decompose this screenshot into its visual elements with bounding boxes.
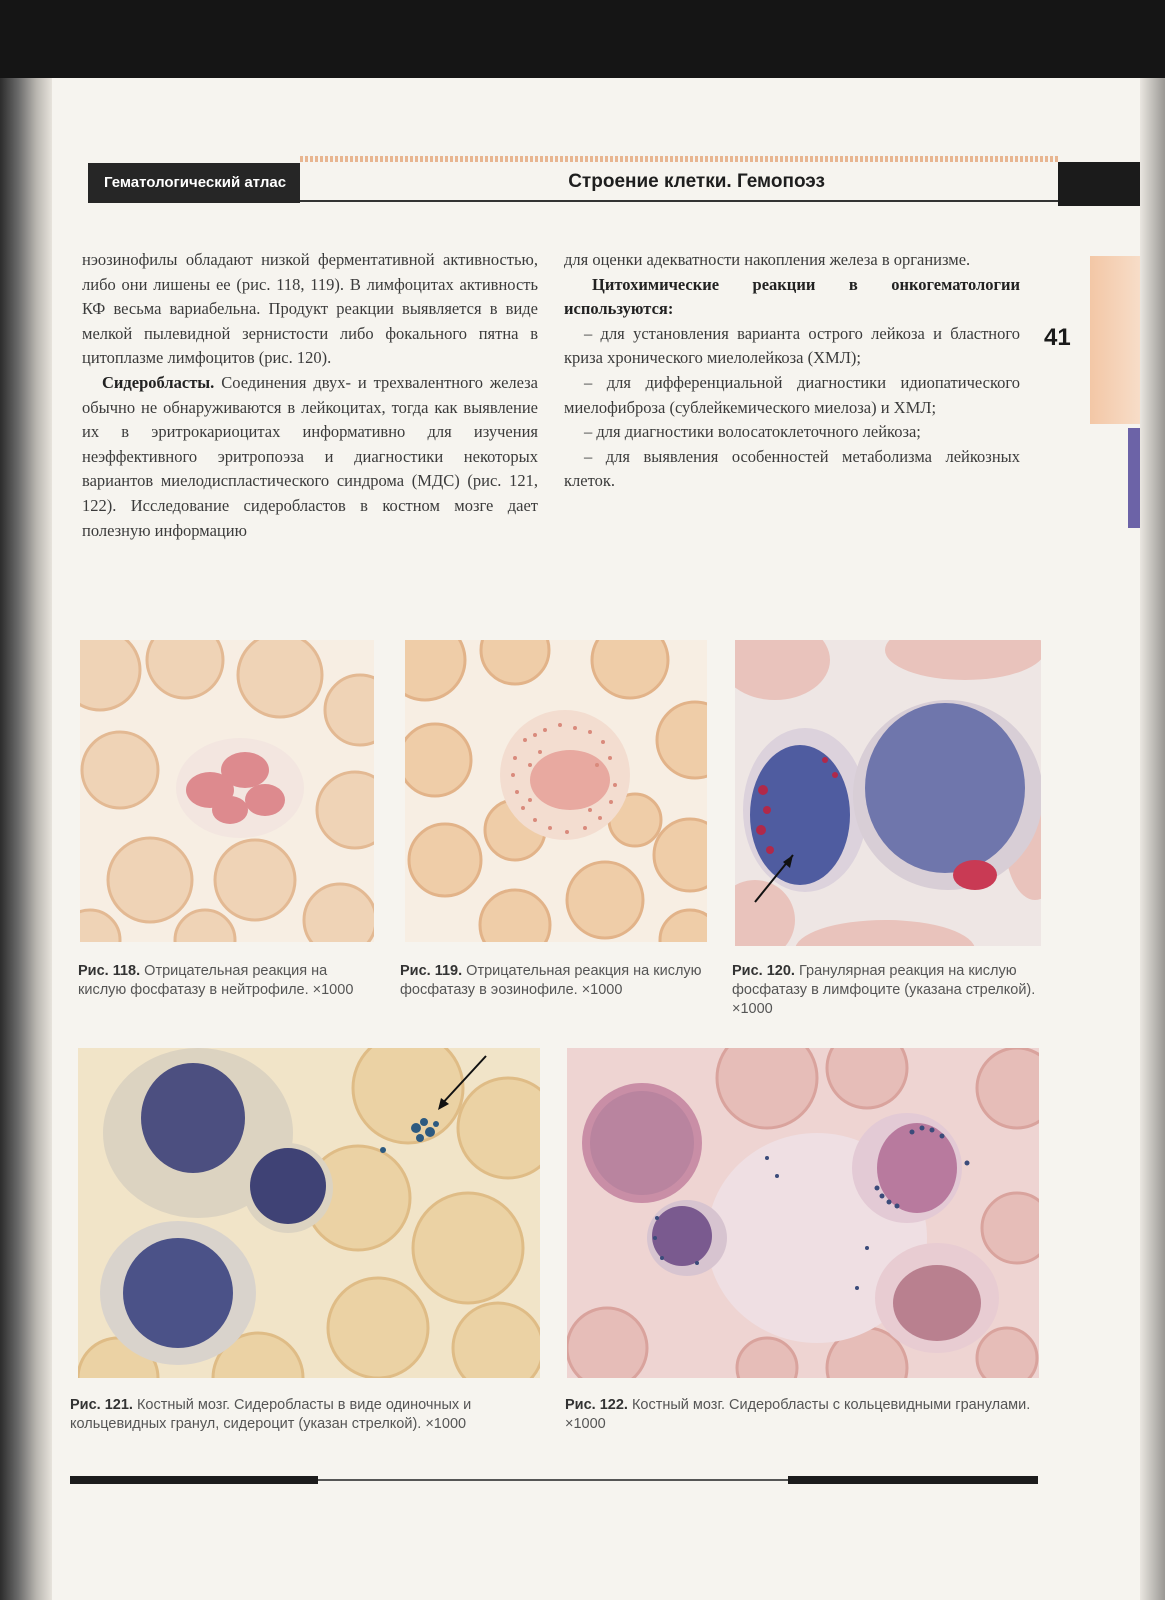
- header-dotted-rule: [300, 156, 1058, 162]
- header-rule: [300, 200, 1060, 202]
- paragraph-text: Соединения двух- и трехвалентного железа обычно не обнаруживаются в лейкоцитах, тогда как выявление их в эритрокариоцитах информативно для изучения неэффективного эритропоэза и диагностики некоторых вариантов миелодиспластического синдрома (МДС) (рис. 121, 122). Исследование сидеробластов в костном мозге дает полезную информацию: [82, 372, 538, 540]
- section-heading: Цитохимические реакции в онкогематологии используются:: [564, 274, 1020, 319]
- figure-label: Рис. 120.: [732, 963, 795, 979]
- figure-119-micrograph: [405, 640, 707, 942]
- book-title: Гематологический атлас: [88, 163, 300, 203]
- header-black-block: [1058, 162, 1140, 206]
- text-column-left: [82, 248, 538, 543]
- figure-label: Рис. 119.: [400, 963, 463, 979]
- caption-text: Отрицательная реакция на кислую фосфатазу в нейтрофиле. ×1000: [78, 963, 354, 998]
- figure-label: Рис. 118.: [78, 963, 141, 979]
- section-tab-orange: [1090, 256, 1140, 424]
- figure-122-micrograph: [567, 1048, 1039, 1378]
- figure-label: Рис. 122.: [565, 1397, 628, 1413]
- paragraph: нэозинофилы обладают низкой ферментативной активностью, либо они лишены ее (рис. 118, 119). В лимфоцитах активность КФ весьма вариабельна. Продукт реакции выявляется в виде мелкой пылевидной зернистости либо фокального пятна в цитоплазме лимфоцитов (рис. 120).: [82, 250, 538, 368]
- caption-text: Костный мозг. Сидеробласты с кольцевидными гранулами. ×1000: [565, 1397, 1031, 1432]
- book-spine: [0, 78, 52, 1600]
- caption-text: Гранулярная реакция на кислую фосфатазу в лимфоците (указана стрелкой). ×1000: [732, 963, 1036, 1017]
- figure-118-caption: [78, 962, 370, 1000]
- figure-122-caption: [565, 1396, 1040, 1434]
- chapter-title: Строение клетки. Гемопоэз: [568, 171, 825, 192]
- list-item: – для выявления особенностей метаболизма лейкозных клеток.: [564, 446, 1020, 491]
- text-column-right: [564, 248, 1020, 494]
- caption-text: Костный мозг. Сидеробласты в виде одиночных и кольцевидных гранул, сидероцит (указан стрелкой). ×1000: [70, 1397, 472, 1432]
- paragraph-sideroblasts: [82, 371, 538, 543]
- section-tab-blue: [1128, 428, 1140, 528]
- figure-121-micrograph: [78, 1048, 540, 1378]
- figure-label: Рис. 121.: [70, 1397, 133, 1413]
- figure-118-micrograph: [80, 640, 374, 942]
- figure-121-caption: [70, 1396, 540, 1434]
- paragraph: для оценки адекватности накопления железа в организме.: [564, 250, 971, 269]
- figure-119-caption: [400, 962, 705, 1000]
- list-item: – для установления варианта острого лейкоза и бластного криза хронического миелолейкоза (ХМЛ);: [564, 323, 1020, 368]
- footer-rule: [318, 1479, 788, 1481]
- footer-bar-left: [70, 1476, 318, 1484]
- footer-bar-right: [788, 1476, 1038, 1484]
- caption-text: Отрицательная реакция на кислую фосфатазу в эозинофиле. ×1000: [400, 963, 702, 998]
- page-number: 41: [1044, 324, 1071, 351]
- term-sideroblasts: Сидеробласты.: [102, 372, 215, 392]
- figure-120-micrograph: [735, 640, 1041, 946]
- scanner-top-band: [0, 0, 1165, 78]
- figure-120-caption: [732, 962, 1042, 1019]
- page-right-edge: [1140, 78, 1165, 1600]
- list-item: – для дифференциальной диагностики идиопатического миелофиброза (сублейкемического миелоза) и ХМЛ;: [564, 372, 1020, 417]
- list-item: – для диагностики волосатоклеточного лейкоза;: [584, 422, 921, 442]
